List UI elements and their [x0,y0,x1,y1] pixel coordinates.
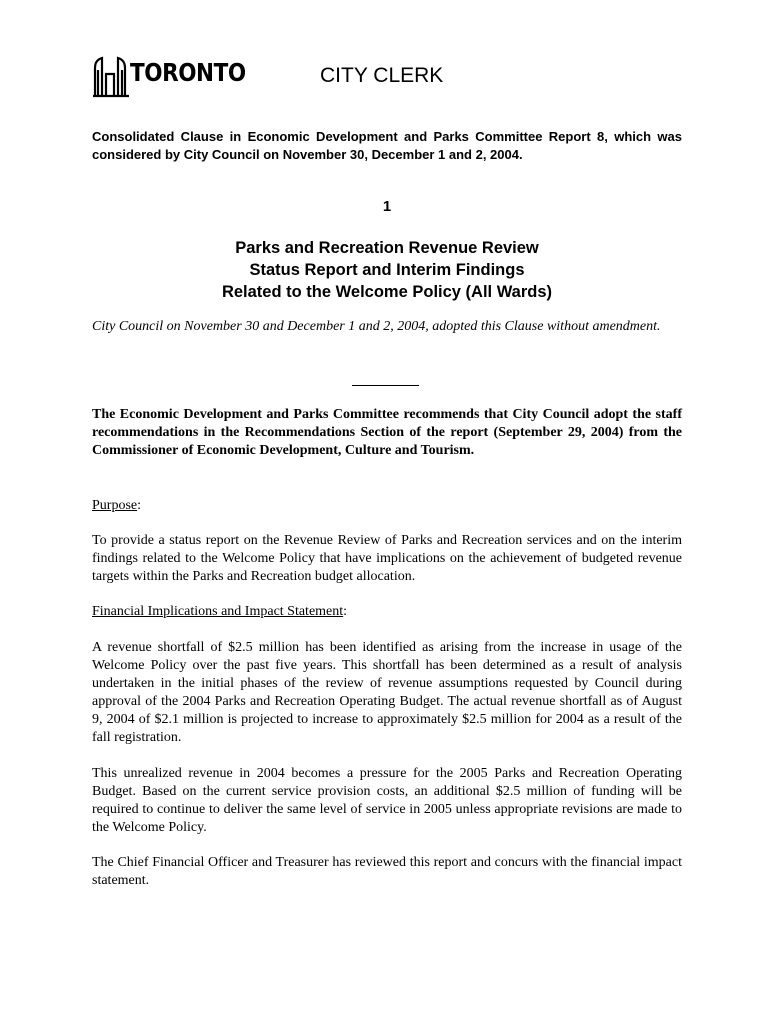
city-hall-icon [92,48,132,98]
toronto-logo [92,48,248,98]
clause-intro: Consolidated Clause in Economic Development and Parks Committee Report 8, which was considered by City Council on November 30, December 1 and 2, 2004. [92,129,682,162]
purpose-paragraph: To provide a status report on the Revenue Review of Parks and Recreation services and on the interim findings related to the Welcome Policy that have implications on the achievement of budgeted revenue targets within the Parks and Recreation budget allocation. [92,533,682,584]
financial-heading-text: Financial Implications and Impact Statement [92,604,344,619]
title-line: Parks and Recreation Revenue Review [235,239,539,257]
purpose-heading: Purpose: [92,498,142,513]
report-title [92,237,682,303]
letterhead [92,44,682,100]
title-line: Related to the Welcome Policy (All Wards) [221,283,553,301]
purpose-heading-text: Purpose [92,498,138,513]
adoption-note: City Council on November 30 and December 1 and 2, 2004, adopted this Clause without amendment. [92,319,661,334]
divider [352,385,419,386]
financial-paragraph: This unrealized revenue in 2004 becomes a pressure for the 2005 Parks and Recreation Operating Budget. Based on the current service provision costs, an additional $2.5 million of funding will be required to continue to deliver the same level of service in 2005 unless appropriate revisions are made to the Welcome Policy. [92,766,682,835]
logo-wordmark: TORONTO [130,58,246,87]
committee-recommendation: The Economic Development and Parks Committee recommends that City Council adopt the staff recommendations in the Recommendations Section of the report (September 29, 2004) from the Commissioner of Economic Development, Culture and Tourism. [92,407,682,458]
department-name: CITY CLERK [320,64,444,87]
financial-paragraph: A revenue shortfall of $2.5 million has been identified as arising from the increase in usage of the Welcome Policy over the past five years. This shortfall has been determined as a result of analysis undertaken in the initial phases of the review of revenue assumptions requested by Council during approval of the 2004 Parks and Recreation Operating Budget. The actual revenue shortfall as of August 9, 2004 of $2.1 million is projected to increase to approximately $2.5 million for 2004 as a result of the fall registration. [92,640,682,745]
title-line: Status Report and Interim Findings [249,261,525,279]
financial-heading: Financial Implications and Impact Statement: [92,604,348,619]
item-number: 1 [382,198,392,215]
financial-paragraph: The Chief Financial Officer and Treasurer has reviewed this report and concurs with the financial impact statement. [92,855,682,888]
